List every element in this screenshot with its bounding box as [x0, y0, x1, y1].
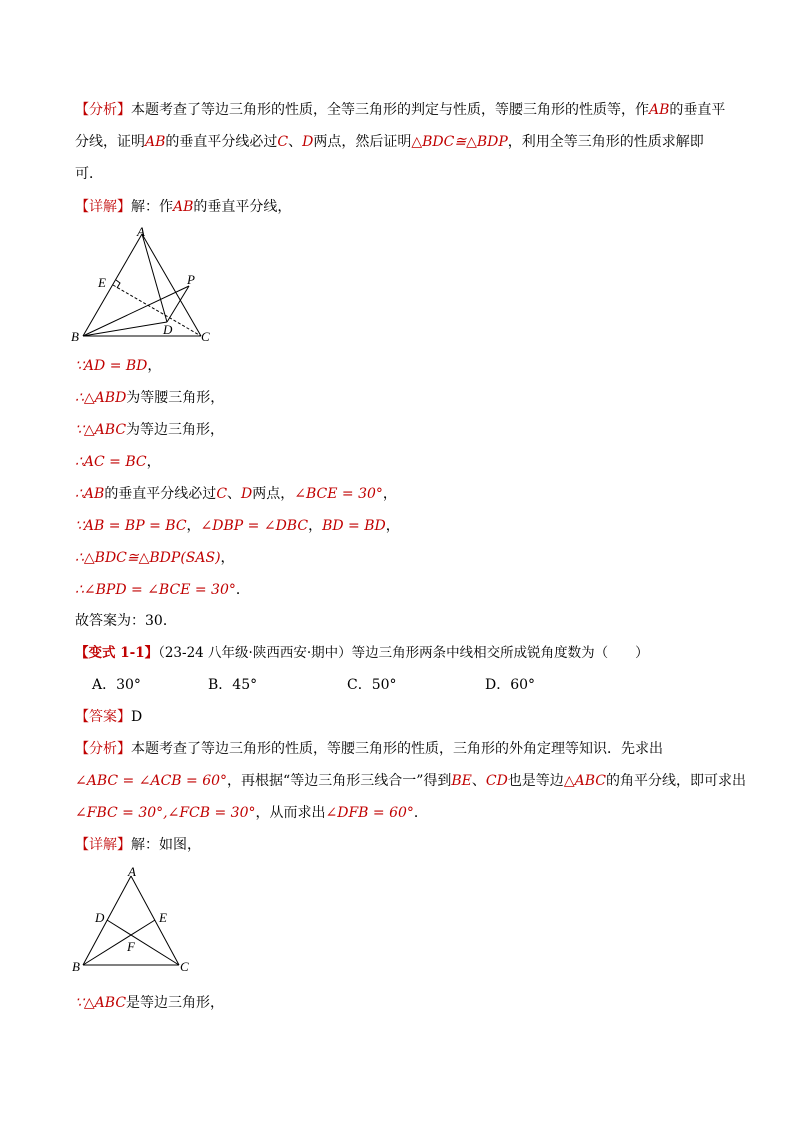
proof-math: ∠DFB = 60°	[325, 805, 414, 821]
answer-tag: 【答案】	[75, 709, 131, 725]
math-ab: AB	[649, 102, 670, 118]
proof-math: BE	[451, 773, 472, 789]
analysis-paragraph-line-2	[75, 132, 704, 152]
proof-math: ∠ABC = ∠ACB = 60°	[75, 773, 228, 789]
analysis2-line-2	[75, 771, 746, 791]
figure2-label-f: F	[127, 939, 135, 954]
proof-text: ，	[147, 358, 162, 374]
proof-math: ∠BCE = 30°	[294, 486, 383, 502]
analysis-text: ，利用全等三角形的性质求解即	[507, 134, 704, 150]
analysis-tag: 【分析】	[75, 102, 131, 118]
analysis-paragraph-line-1	[75, 100, 725, 120]
math-c: C	[277, 134, 289, 150]
proof-step	[75, 356, 161, 376]
segment-ab	[83, 234, 142, 336]
proof-step	[75, 580, 250, 600]
figure1-label-c: C	[201, 329, 210, 344]
math-d: D	[302, 134, 314, 150]
proof-text: ，	[220, 550, 235, 566]
proof-step	[75, 420, 224, 440]
option-c: C．50°	[347, 677, 397, 693]
figure1-label-p: P	[187, 272, 195, 287]
proof-math: ∵△ABC	[75, 995, 127, 1011]
detail-text: 解：作	[131, 199, 173, 215]
proof-text: ，	[146, 454, 161, 470]
proof-math: ∠FBC = 30°,∠FCB = 30°	[75, 805, 256, 821]
detail-text: 解：如图，	[131, 837, 201, 853]
proof-math: ∵△ABC	[75, 422, 127, 438]
proof-math: CD	[485, 773, 508, 789]
figure2-label-b: B	[72, 959, 80, 974]
analysis-text: 也是等边	[507, 773, 564, 789]
proof-text: 为等腰三角形，	[126, 390, 225, 406]
analysis-text: 的角平分线，即可求出	[605, 773, 746, 789]
answer-value: D	[131, 709, 143, 725]
analysis2-line-1	[75, 739, 663, 759]
analysis-text: ，从而求出	[255, 805, 326, 821]
figure1-label-e: E	[98, 275, 106, 290]
math-ab: AB	[145, 134, 166, 150]
analysis-text: 、	[471, 773, 486, 789]
analysis-paragraph-line-3: 可．	[75, 166, 103, 182]
answer-line: 故答案为：30．	[75, 613, 177, 629]
proof-text: ，	[382, 486, 397, 502]
analysis-text: 两点，然后证明	[313, 134, 412, 150]
analysis-tag: 【分析】	[75, 741, 131, 757]
proof-math: △ABC	[563, 773, 606, 789]
proof-math: BD = BD	[322, 518, 386, 534]
proof-math: D	[241, 486, 253, 502]
proof-step	[75, 484, 397, 504]
analysis-text: 的垂直平分线必过	[165, 134, 278, 150]
detail-line	[75, 197, 291, 217]
proof-math: ∴AB	[75, 486, 105, 502]
proof-text: ，	[385, 518, 400, 534]
variant-question-text: 等边三角形两条中线相交所成锐角度数为（ ）	[351, 645, 649, 661]
proof-text: 两点，	[252, 486, 295, 502]
segment-be	[83, 920, 155, 965]
segment-bd	[83, 322, 167, 336]
proof-step	[75, 516, 400, 536]
proof-math: ∵AD = BD	[75, 358, 148, 374]
proof-text: 是等边三角形，	[126, 995, 225, 1011]
option-d: D．60°	[485, 677, 536, 693]
math-congruence: △BDC≅△BDP	[411, 134, 508, 150]
proof-step	[75, 548, 235, 568]
proof-text: ，	[186, 518, 201, 534]
segment-cd	[107, 920, 179, 965]
proof-math: C	[216, 486, 228, 502]
analysis-text: 本题考查了等边三角形的性质，全等三角形的判定与性质，等腰三角形的性质等，作	[131, 102, 649, 118]
segment-bp	[83, 286, 189, 336]
proof-text: ，	[308, 518, 323, 534]
proof-math: ∴△ABD	[75, 390, 127, 406]
proof-text: 为等边三角形，	[126, 422, 225, 438]
analysis-text: 本题考查了等边三角形的性质，等腰三角形的性质，三角形的外角定理等知识．先求出	[131, 741, 663, 757]
figure2-label-d: D	[95, 910, 105, 925]
variant-tag: 【变式 1-1】	[75, 645, 159, 661]
proof-text: 的垂直平分线必过	[104, 486, 217, 502]
proof-text: 、	[227, 486, 242, 502]
analysis-text: 的垂直平	[669, 102, 726, 118]
figure1-label-b: B	[71, 329, 79, 344]
detail2-line	[75, 835, 201, 855]
proof-step	[75, 388, 224, 408]
geometry-figure-2	[65, 862, 205, 982]
proof-step	[75, 993, 224, 1013]
figure2-label-a: A	[128, 864, 136, 879]
proof-math: ∴AC = BC	[75, 454, 147, 470]
figure1-label-d: D	[163, 322, 173, 337]
variant-question	[75, 643, 649, 663]
proof-math: ∴△BDC≅△BDP(SAS)	[75, 550, 221, 566]
proof-step	[75, 452, 161, 472]
analysis-text: ，再根据“等边三角形三线合一”得到	[227, 773, 452, 789]
answer-line-2	[75, 707, 142, 727]
proof-text: ．	[235, 582, 250, 598]
option-b: B．45°	[208, 677, 258, 693]
analysis-text: 、	[288, 134, 303, 150]
analysis-text: 分线，证明	[75, 134, 145, 150]
proof-math: ∠DBP = ∠DBC	[200, 518, 309, 534]
figure2-label-c: C	[180, 959, 189, 974]
geometry-figure-1	[65, 222, 225, 347]
variant-source: （23-24 八年级·陕西西安·期中）	[158, 645, 352, 661]
figure1-label-a: A	[137, 224, 145, 239]
figure2-label-e: E	[159, 910, 167, 925]
option-a: A．30°	[92, 677, 141, 693]
analysis2-line-3	[75, 803, 428, 823]
analysis-text: ．	[413, 805, 428, 821]
detail-tag: 【详解】	[75, 199, 131, 215]
math-ab: AB	[173, 199, 194, 215]
detail-text: 的垂直平分线，	[193, 199, 292, 215]
proof-math: ∵AB = BP = BC	[75, 518, 187, 534]
right-angle-mark	[116, 280, 120, 288]
detail-tag: 【详解】	[75, 837, 131, 853]
proof-math: ∴∠BPD = ∠BCE = 30°	[75, 582, 236, 598]
